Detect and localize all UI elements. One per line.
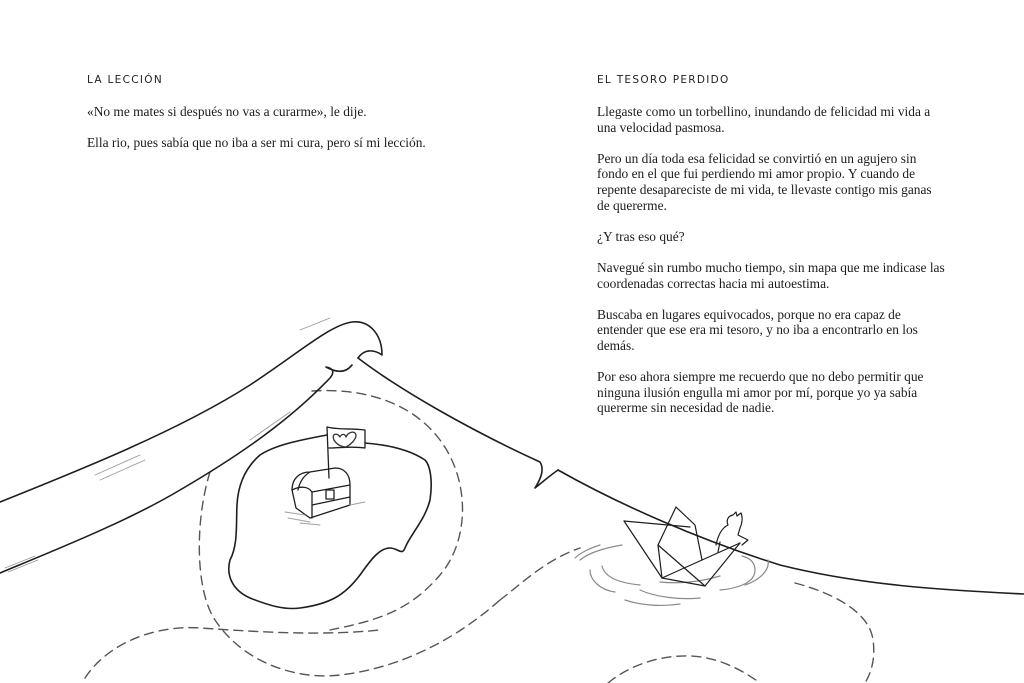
right-paragraph: Pero un día toda esa felicidad se convirtió en un agujero sin fondo en el que fui perdiendo mi amor propio. Y cuando de repente desapareciste de mi vida, te llevaste contigo mis ganas de quererme.	[597, 150, 932, 213]
left-paragraph: «No me mates si después no vas a curarme», le dije.	[87, 104, 367, 119]
right-paragraph: Por eso ahora siempre me recuerdo que no debo permitir que ninguna ilusión engulla mi amor por mí, porque yo ya sabía quererme sin necesidad de nadie.	[597, 369, 924, 416]
right-page	[597, 73, 947, 431]
left-page	[87, 73, 447, 166]
left-page-title: LA LECCIÓN	[87, 74, 163, 86]
right-page-title: EL TESORO PERDIDO	[597, 74, 730, 86]
paper-boat	[624, 507, 740, 586]
right-paragraph: Buscaba en lugares equivocados, porque no era capaz de entender que ese era mi tesoro, y no iba a encontrarlo en los demás.	[597, 306, 918, 353]
left-paragraph: Ella rio, pues sabía que no iba a ser mi cura, pero sí mi lección.	[87, 135, 426, 151]
treasure-chest	[292, 468, 350, 518]
right-paragraph: Llegaste como un torbellino, inundando de felicidad mi vida a una velocidad pasmosa.	[597, 104, 931, 135]
right-paragraph: ¿Y tras eso qué?	[597, 228, 685, 244]
water-ripples	[575, 545, 768, 605]
heart-flag	[327, 427, 365, 478]
island	[229, 435, 431, 609]
dashed-path	[85, 391, 874, 683]
right-paragraph: Navegué sin rumbo mucho tiempo, sin mapa que me indicase las coordenadas correctas hacia mi autoestima.	[597, 259, 945, 291]
